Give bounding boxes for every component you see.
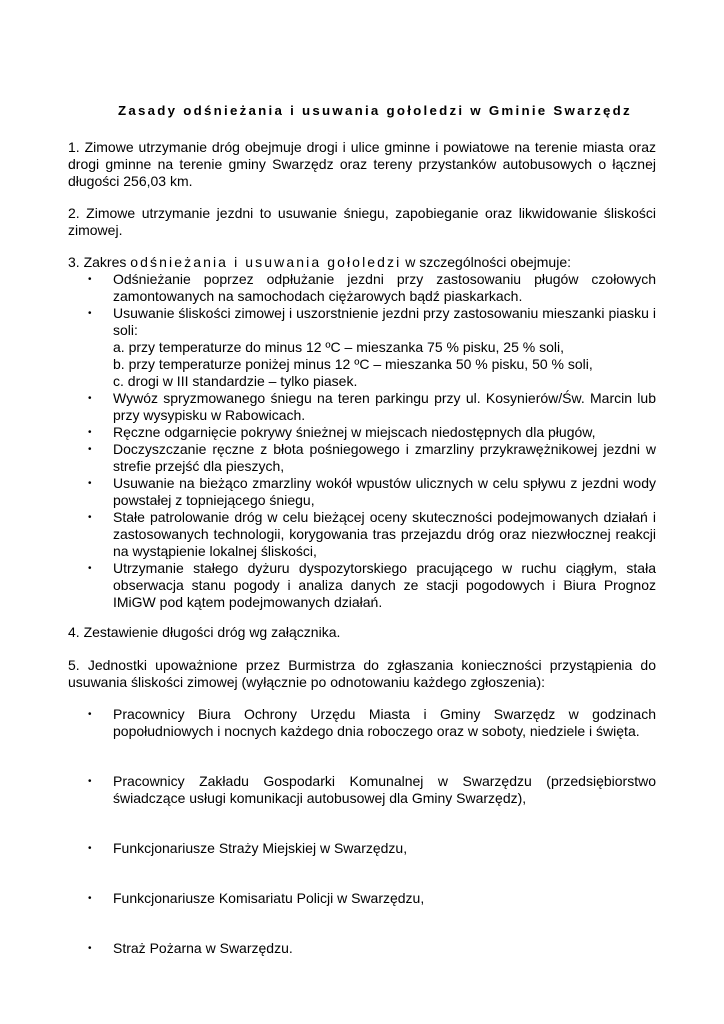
list-item: [68, 890, 656, 907]
list-item: [68, 560, 656, 611]
list-item-text: Doczyszczanie ręczne z błota pośniegowego i zmarzliny przykrawężnikowej jezdni w strefie przejść dla pieszych,: [113, 441, 656, 474]
section-3-intro-start: 3. Zakres: [68, 254, 131, 270]
list-item-text: Stałe patrolowanie dróg w celu bieżącej oceny skuteczności podejmowanych działań i zastosowanych technologii, korygowania tras przejazdu dróg oraz niezwłocznej reakcji na wystąpienie lokalnej śliskości,: [113, 509, 656, 559]
document-title: Zasady odśnieżania i usuwania gołoledzi w Gminie Swarzędz: [118, 103, 632, 118]
section-3-intro-end: w szczególności obejmuje:: [401, 254, 572, 270]
section-3-list: [68, 271, 656, 611]
section-5: [68, 706, 656, 990]
sub-item-b: b. przy temperaturze poniżej minus 12 ºC – mieszanka 50 % pisku, 50 % soli,: [113, 356, 593, 372]
bullet-icon: •: [88, 893, 92, 904]
list-item: [68, 475, 656, 509]
bullet-icon: •: [88, 478, 92, 489]
bullet-icon: •: [88, 709, 92, 720]
section-2: 2. Zimowe utrzymanie jezdni to usuwanie śniegu, zapobieganie oraz likwidowanie śliskości zimowej.: [68, 205, 656, 238]
bullet-icon: •: [88, 444, 92, 455]
list-item: [68, 940, 656, 957]
section-5-list: [68, 706, 656, 957]
list-item-text: Funkcjonariusze Komisariatu Policji w Swarzędzu,: [113, 890, 425, 906]
bullet-icon: •: [88, 563, 92, 574]
section-3-intro: [68, 254, 656, 271]
bullet-icon: •: [88, 427, 92, 438]
sub-item-c: c. drogi w III standardzie – tylko piasek.: [113, 373, 358, 389]
list-item-text: Funkcjonariusze Straży Miejskiej w Swarzędzu,: [113, 840, 408, 856]
list-item: [68, 424, 656, 441]
list-item-text: Odśnieżanie poprzez odpłużanie jezdni przy zastosowaniu pługów czołowych zamontowanych na samochodach ciężarowych bądź piaskarkach.: [113, 271, 656, 304]
bullet-icon: •: [88, 308, 92, 319]
bullet-icon: •: [88, 776, 92, 787]
list-item-text: Ręczne odgarnięcie pokrywy śnieżnej w miejscach niedostępnych dla pługów,: [113, 424, 596, 440]
bullet-icon: •: [88, 943, 92, 954]
list-item-text: Straż Pożarna w Swarzędzu.: [113, 940, 293, 956]
list-item: [68, 706, 656, 740]
list-item-text: Pracownicy Zakładu Gospodarki Komunalnej w Swarzędzu (przedsiębiorstwo świadczące usługi komunikacji autobusowej dla Gminy Swarzędz),: [113, 773, 656, 806]
list-item: [68, 305, 656, 390]
bullet-icon: •: [88, 393, 92, 404]
list-item-text: Usuwanie śliskości zimowej i uszorstnienie jezdni przy zastosowaniu mieszanki piasku i soli:: [113, 305, 656, 338]
list-item: [68, 390, 656, 424]
list-item-text: Usuwanie na bieżąco zmarzliny wokół wpustów ulicznych w celu spływu z jezdni wody powstałej z topniejącego śniegu,: [113, 475, 656, 508]
list-item: [68, 773, 656, 807]
section-3-intro-spaced: odśnieżania i usuwania gołoledzi: [130, 254, 402, 270]
list-item: [68, 840, 656, 857]
section-1: 1. Zimowe utrzymanie dróg obejmuje drogi i ulice gminne i powiatowe na terenie miasta oraz drogi gminne na terenie gminy Swarzędz oraz tereny przystanków autobusowych o łącznej długości 256,03 km.: [68, 139, 656, 189]
section-3: [68, 254, 656, 611]
list-item-text: Wywóz spryzmowanego śniegu na teren parkingu przy ul. Kosynierów/Św. Marcin lub przy wysypisku w Rabowicach.: [113, 390, 656, 423]
sub-item-a: a. przy temperaturze do minus 12 ºC – mieszanka 75 % pisku, 25 % soli,: [113, 339, 564, 355]
list-item: [68, 271, 656, 305]
bullet-icon: •: [88, 843, 92, 854]
section-4: 4. Zestawienie długości dróg wg załącznika.: [68, 624, 341, 640]
list-item: [68, 441, 656, 475]
section-5-intro: 5. Jednostki upoważnione przez Burmistrza do zgłaszania konieczności przystąpienia do usuwania śliskości zimowej (wyłącznie po odnotowaniu każdego zgłoszenia):: [68, 657, 656, 690]
list-item-text: Utrzymanie stałego dyżuru dyspozytorskiego pracującego w ruchu ciągłym, stała obserwacja stanu pogody i analiza danych ze stacji pogodowych i Biura Prognoz IMiGW pod kątem podejmowanych działań.: [113, 560, 656, 610]
list-item-text: Pracownicy Biura Ochrony Urzędu Miasta i Gminy Swarzędz w godzinach popołudniowych i nocnych każdego dnia roboczego oraz w soboty, niedziele i święta.: [113, 706, 656, 739]
bullet-icon: •: [88, 274, 92, 285]
list-item: [68, 509, 656, 560]
bullet-icon: •: [88, 512, 92, 523]
